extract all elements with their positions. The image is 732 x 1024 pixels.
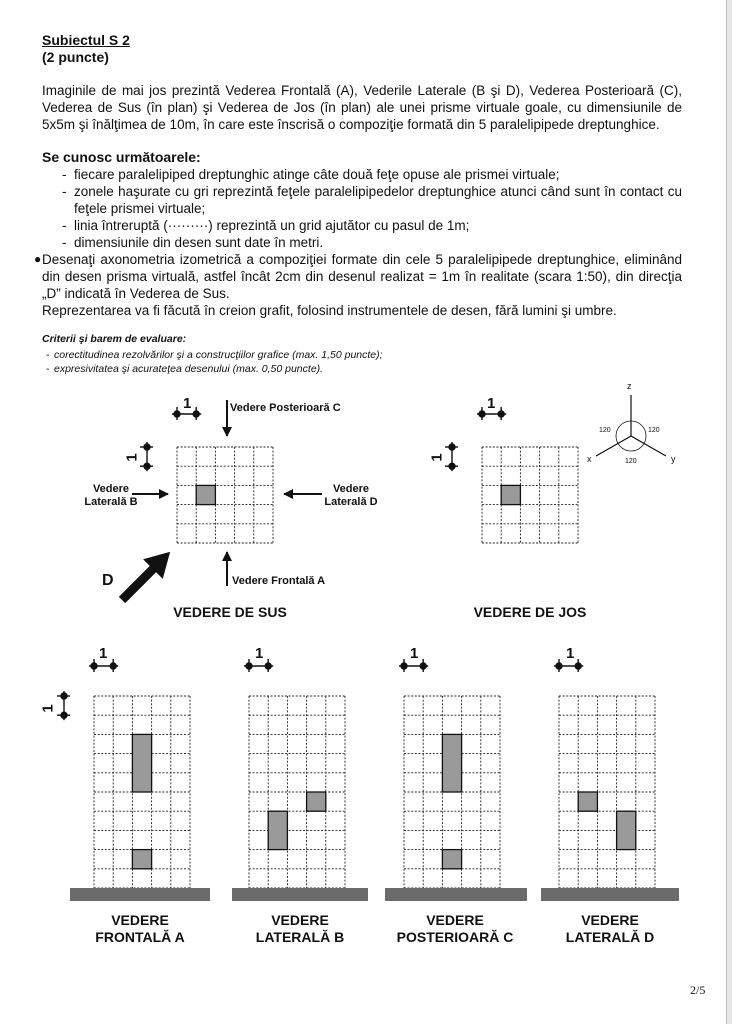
dimension-marker — [57, 691, 70, 720]
dim-label: 1 — [39, 704, 57, 713]
dim-dot — [556, 663, 562, 669]
caption-post-line1: VEDERE — [426, 912, 484, 928]
subject-points: (2 puncte) — [42, 49, 109, 65]
label-lateral-d — [320, 483, 382, 509]
caption-lateral-b — [230, 912, 370, 946]
dim-dot — [265, 663, 271, 669]
front-face-small — [132, 850, 151, 869]
dim-dot — [449, 463, 455, 469]
known-item: - zonele haşurate cu gri reprezintă feţele paralelipipedelor dreptunghice atunci când sunt în contact cu feţele prismei virtuale; — [62, 183, 682, 217]
dimension-marker — [445, 442, 458, 471]
angle-label: 120 — [625, 458, 637, 465]
criteria-item: - corectitudinea rezolvărilor şi a construcţiilor grafice (max. 1,50 puncte); — [46, 348, 383, 362]
lateral-d-face-high — [578, 792, 597, 811]
known-item: - fiecare paralelipiped dreptunghic atinge câte două feţe opuse ale prismei virtuale; — [62, 166, 682, 183]
dim-label: 1 — [410, 645, 419, 662]
subject-title: Subiectul S 2 — [42, 32, 130, 48]
caption-lat-b-line1: VEDERE — [271, 912, 329, 928]
top-view-face — [196, 485, 215, 504]
bottom-view-grid — [482, 447, 578, 543]
dim-dot — [449, 444, 455, 450]
caption-top-view: VEDERE DE SUS — [173, 604, 287, 620]
dim-dot — [144, 463, 150, 469]
dim-label: 1 — [566, 645, 575, 662]
axis-y-label: y — [671, 454, 676, 464]
elevation-grid-lateral-b — [249, 696, 345, 888]
label-lateral-d-line2: Laterală D — [324, 496, 378, 508]
axis-z-label: z — [627, 381, 632, 391]
task-text: Desenaţi axonometria izometrică a compoziţiei formate din cele 5 paralelipipede dreptunghice, eliminând din desen prisma virtuală, astfel încât 2cm din desenul realizat = 1m în realitate (scara 1:50), din direcţia „D” indicată în Vederea de Sus. — [42, 252, 682, 301]
dim-label: 1 — [428, 453, 446, 462]
dim-dot — [420, 663, 426, 669]
caption-post-line2: POSTERIOARĂ C — [396, 929, 514, 945]
known-item: - linia întreruptă (·········) reprezintă un grid ajutător cu pasul de 1m; — [62, 217, 682, 234]
caption-lat-d-line1: VEDERE — [581, 912, 639, 928]
front-face-tall — [132, 734, 151, 792]
lateral-b-face-high — [307, 792, 326, 811]
criteria-heading: Criterii şi barem de evaluare: — [42, 333, 187, 345]
bullet-icon: ● — [34, 252, 42, 266]
ground-lines — [70, 888, 679, 901]
direction-d-arrow — [122, 554, 168, 600]
dim-dot — [144, 444, 150, 450]
caption-lat-b-line2: LATERALĂ B — [255, 929, 345, 945]
label-lateral-d-line1: Vedere — [332, 483, 370, 495]
caption-bottom-view: VEDERE DE JOS — [473, 604, 587, 620]
dim-dot — [498, 411, 504, 417]
dim-label: 1 — [255, 645, 264, 662]
label-lateral-b-line1: Vedere — [92, 483, 130, 495]
dim-dot — [110, 663, 116, 669]
criteria-item: - expresivitatea şi acurateţea desenului (max. 0,50 puncte). — [46, 362, 383, 376]
task-note: Reprezentarea va fi făcută în creion grafit, folosind instrumentele de desen, fără lumini şi umbre. — [42, 303, 617, 318]
angle-label: 120 — [599, 427, 611, 434]
caption-posterior — [380, 912, 530, 946]
angle-label: 120 — [648, 427, 660, 434]
dim-dot — [401, 663, 407, 669]
lateral-d-face-low — [617, 811, 636, 849]
dim-dot — [61, 712, 67, 718]
dim-label: 1 — [487, 395, 496, 412]
label-frontal: Vedere Frontală A — [232, 575, 326, 587]
bottom-view-face — [501, 485, 520, 504]
posterior-face-tall — [442, 734, 461, 792]
dim-dot — [193, 411, 199, 417]
label-lateral-b-line2: Laterală B — [84, 496, 138, 508]
lateral-b-face-low — [268, 811, 287, 849]
caption-front-line2: FRONTALĂ A — [95, 929, 185, 945]
dim-label: 1 — [99, 645, 108, 662]
label-lateral-b — [80, 483, 142, 509]
posterior-face-small — [442, 850, 461, 869]
dim-dot — [91, 663, 97, 669]
dim-dot — [479, 411, 485, 417]
axis-x-label: x — [587, 454, 592, 464]
dimension-marker — [140, 442, 153, 471]
dim-dot — [575, 663, 581, 669]
known-item: - dimensiunile din desen sunt date în metri. — [62, 234, 682, 251]
label-direction-d: D — [102, 572, 114, 589]
top-view-grid — [177, 447, 273, 543]
dim-dot — [246, 663, 252, 669]
elevation-grid-lateral-d — [559, 696, 655, 888]
label-posterior: Vedere Posterioară C — [230, 402, 341, 414]
caption-front — [70, 912, 210, 946]
known-heading: Se cunosc următoarele: — [42, 149, 201, 165]
dim-label: 1 — [123, 453, 141, 462]
caption-lat-d-line2: LATERALĂ D — [565, 929, 655, 945]
page-number: 2/5 — [690, 983, 706, 997]
dim-dot — [61, 693, 67, 699]
dim-dot — [174, 411, 180, 417]
caption-front-line1: VEDERE — [111, 912, 169, 928]
dim-label: 1 — [183, 395, 192, 412]
caption-lateral-d — [540, 912, 680, 946]
intro-paragraph: Imaginile de mai jos prezintă Vederea Frontală (A), Vederile Laterale (B şi D), Vederea Posterioară (C), Vederea de Sus (în plan) şi Vederea de Jos (în plan) ale unei prisme virtuale goale, cu dimensiunile de 5x5m şi înălţimea de 10m, în care este înscrisă o compoziţie formată din 5 paralelipipede dreptunghice. — [42, 83, 682, 132]
